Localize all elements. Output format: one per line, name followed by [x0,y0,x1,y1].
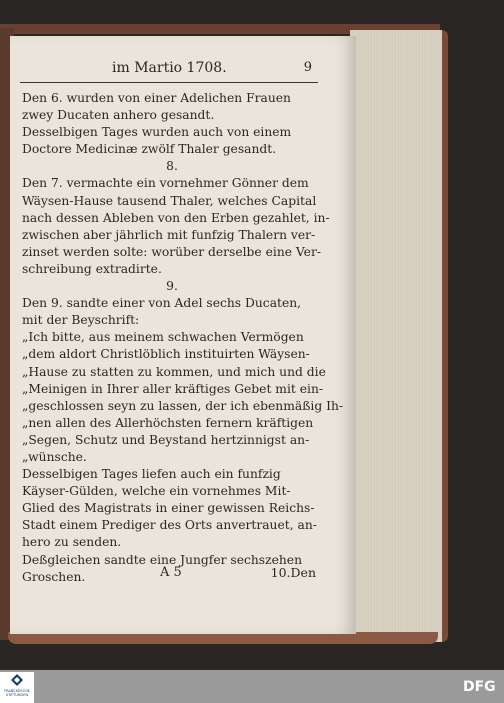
text-line: Glied des Magistrats in einer gewissen Reichs- [22,501,315,516]
text-line: Deßgleichen sandte eine Jungfer sechszehen [22,552,302,567]
text-line: hero zu senden. [22,535,122,550]
text-line: „geschlossen seyn zu lassen, der ich ebenmäßig Ih- [22,398,344,413]
signature-mark: A 5 [160,565,182,580]
page-footer [20,565,320,585]
text-line: schreibung extradirte. [22,261,162,276]
logo-emblem-icon [11,674,23,686]
running-title: im Martio 1708. [112,60,227,76]
text-line: mit der Beyschrift: [22,313,140,328]
text-line: zwey Ducaten anhero gesandt. [22,108,215,123]
text-line: Desselbigen Tages wurden auch von einem [22,125,292,140]
text-line: Groschen. [22,569,86,584]
page-stack-edge [350,30,448,642]
text-line: Wäysen-Hause tausend Thaler, welches Capital [22,193,317,208]
text-line: zwischen aber jährlich mit funfzig Thalern ver- [22,227,316,242]
text-line: zinset werden solte: worüber derselbe eine Ver- [22,244,321,259]
text-line: „Meinigen in Ihrer aller kräftiges Gebet mit ein- [22,381,324,396]
text-line: Den 6. wurden von einer Adelichen Frauen [22,91,291,105]
text-line: „Hause zu statten zu kommen, und mich und die [22,364,326,379]
text-line: „Ich bitte, aus meinem schwachen Vermögen [22,330,304,345]
logo-text: FRANCKESCHE STIFTUNGEN [4,689,30,697]
catchword: 10.Den [270,565,316,580]
page-number: 9 [303,60,312,75]
text-line: „Segen, Schutz und Beystand hertzinnigst an- [22,432,310,447]
dfg-logo[interactable]: DFG [463,679,496,695]
text-line: nach dessen Ableben von den Erben gezahlet, in- [22,210,330,225]
text-line: Käyser-Gülden, welche ein vornehmes Mit- [22,484,291,499]
text-line: Stadt einem Prediger des Orts anvertrauet, an- [22,518,317,533]
head-rule [20,82,318,83]
text-line: Doctore Medicinæ zwölf Thaler gesandt. [22,142,277,157]
page-text [22,90,344,586]
text-line: „nen allen des Allerhöchsten fernern kräftigen [22,415,314,430]
text-line: Den 9. sandte einer von Adel sechs Ducaten, [22,296,302,311]
text-line: „dem aldort Christlöblich instituirten Wäysen- [22,347,310,362]
text-line: „wünsche. [22,449,87,464]
text-line: Den 7. vermachte ein vornehmer Gönner dem [22,176,309,191]
text-line: Desselbigen Tages liefen auch ein funfzig [22,467,281,482]
section-number: 8. [166,159,178,174]
viewer-footer-bar [0,670,504,703]
running-head [20,60,320,84]
section-number: 9. [166,279,178,294]
